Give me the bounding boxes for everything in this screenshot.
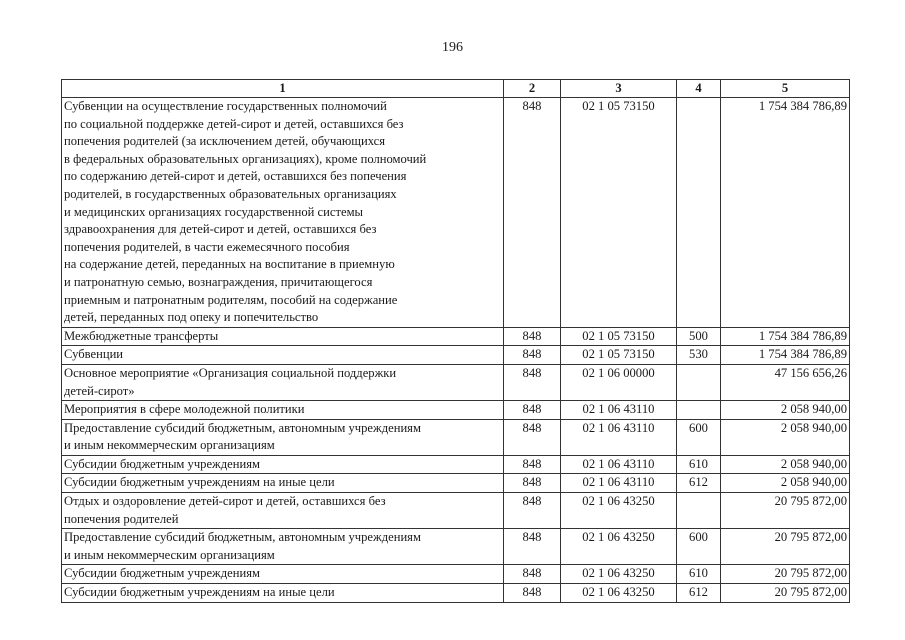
table-header — [62, 80, 850, 98]
row-amount: 20 795 872,00 — [721, 529, 850, 565]
row-description — [62, 419, 504, 455]
row-description — [62, 493, 504, 529]
description-line: по содержанию детей-сирот и детей, оставшихся без попечения — [64, 169, 407, 184]
row-description — [62, 474, 504, 493]
row-ministry-code: 848 — [504, 364, 561, 400]
row-expense-kind: 600 — [677, 529, 721, 565]
description-line: Субвенции — [64, 347, 124, 362]
description-line: Отдых и оздоровление детей-сирот и детей, оставшихся без — [64, 494, 386, 509]
description-line: и патронатную семью, вознаграждения, причитающегося — [64, 274, 373, 289]
description-line: и иным некоммерческим организациям — [64, 438, 275, 453]
row-target-article: 02 1 06 43250 — [561, 493, 677, 529]
row-description — [62, 98, 504, 328]
row-expense-kind: 612 — [677, 474, 721, 493]
row-expense-kind — [677, 493, 721, 529]
row-ministry-code: 848 — [504, 98, 561, 328]
row-amount: 2 058 940,00 — [721, 474, 850, 493]
description-line: по социальной поддержке детей-сирот и детей, оставшихся без — [64, 116, 404, 131]
table-row — [62, 98, 850, 328]
description-line: и иным некоммерческим организациям — [64, 547, 275, 562]
row-ministry-code: 848 — [504, 346, 561, 365]
row-ministry-code: 848 — [504, 493, 561, 529]
row-target-article: 02 1 06 43110 — [561, 419, 677, 455]
row-expense-kind — [677, 401, 721, 420]
description-line: Субсидии бюджетным учреждениям на иные цели — [64, 585, 335, 600]
description-line: и медицинских организациях государственной системы — [64, 204, 363, 219]
description-line: родителей, в государственных образовательных организациях — [64, 186, 397, 201]
budget-table — [61, 79, 850, 603]
row-target-article: 02 1 06 00000 — [561, 364, 677, 400]
header-col-5: 5 — [721, 80, 850, 98]
row-target-article: 02 1 05 73150 — [561, 327, 677, 346]
table-row — [62, 419, 850, 455]
description-line: попечения родителей, в части ежемесячного пособия — [64, 239, 350, 254]
row-description — [62, 364, 504, 400]
row-ministry-code: 848 — [504, 401, 561, 420]
row-amount: 2 058 940,00 — [721, 401, 850, 420]
row-ministry-code: 848 — [504, 584, 561, 603]
description-line: Субсидии бюджетным учреждениям — [64, 566, 260, 581]
description-line: Предоставление субсидий бюджетным, автономным учреждениям — [64, 420, 421, 435]
row-ministry-code: 848 — [504, 565, 561, 584]
row-description — [62, 529, 504, 565]
description-line: попечения родителей — [64, 511, 179, 526]
row-amount: 20 795 872,00 — [721, 565, 850, 584]
header-col-1: 1 — [62, 80, 504, 98]
table-row — [62, 401, 850, 420]
row-amount: 1 754 384 786,89 — [721, 98, 850, 328]
row-description — [62, 565, 504, 584]
row-target-article: 02 1 06 43110 — [561, 401, 677, 420]
description-line: приемным и патронатным родителям, пособий на содержание — [64, 292, 398, 307]
row-ministry-code: 848 — [504, 327, 561, 346]
row-ministry-code: 848 — [504, 455, 561, 474]
table-row — [62, 364, 850, 400]
header-col-3: 3 — [561, 80, 677, 98]
table-row — [62, 584, 850, 603]
row-target-article: 02 1 06 43250 — [561, 565, 677, 584]
row-ministry-code: 848 — [504, 474, 561, 493]
row-expense-kind: 612 — [677, 584, 721, 603]
page-number: 196 — [442, 40, 463, 55]
header-row — [62, 80, 850, 98]
description-line: на содержание детей, переданных на воспитание в приемную — [64, 257, 395, 272]
description-line: Межбюджетные трансферты — [64, 328, 219, 343]
row-description — [62, 327, 504, 346]
row-ministry-code: 848 — [504, 529, 561, 565]
table-row — [62, 327, 850, 346]
row-amount: 2 058 940,00 — [721, 455, 850, 474]
row-expense-kind: 610 — [677, 455, 721, 474]
header-col-2: 2 — [504, 80, 561, 98]
table-row — [62, 565, 850, 584]
row-expense-kind — [677, 98, 721, 328]
row-description — [62, 584, 504, 603]
description-line: Предоставление субсидий бюджетным, автономным учреждениям — [64, 530, 421, 545]
row-amount: 1 754 384 786,89 — [721, 327, 850, 346]
description-line: детей-сирот» — [64, 383, 135, 398]
row-description — [62, 346, 504, 365]
table-row — [62, 346, 850, 365]
table-row — [62, 493, 850, 529]
description-line: здравоохранения для детей-сирот и детей, оставшихся без — [64, 222, 377, 237]
row-target-article: 02 1 05 73150 — [561, 346, 677, 365]
row-target-article: 02 1 06 43250 — [561, 529, 677, 565]
row-expense-kind: 600 — [677, 419, 721, 455]
row-target-article: 02 1 06 43250 — [561, 584, 677, 603]
table-body — [62, 98, 850, 603]
row-description — [62, 455, 504, 474]
description-line: попечения родителей (за исключением детей, обучающихся — [64, 134, 386, 149]
row-expense-kind — [677, 364, 721, 400]
table-row — [62, 474, 850, 493]
header-col-4: 4 — [677, 80, 721, 98]
row-target-article: 02 1 06 43110 — [561, 474, 677, 493]
row-amount: 1 754 384 786,89 — [721, 346, 850, 365]
description-line: Основное мероприятие «Организация социальной поддержки — [64, 365, 397, 380]
row-amount: 20 795 872,00 — [721, 493, 850, 529]
row-expense-kind: 610 — [677, 565, 721, 584]
description-line: в федеральных образовательных организациях), кроме полномочий — [64, 151, 427, 166]
row-ministry-code: 848 — [504, 419, 561, 455]
row-target-article: 02 1 06 43110 — [561, 455, 677, 474]
row-amount: 20 795 872,00 — [721, 584, 850, 603]
row-target-article: 02 1 05 73150 — [561, 98, 677, 328]
description-line: Субсидии бюджетным учреждениям на иные цели — [64, 475, 335, 490]
row-description — [62, 401, 504, 420]
description-line: детей, переданных под опеку и попечительство — [64, 310, 319, 325]
row-expense-kind: 500 — [677, 327, 721, 346]
row-expense-kind: 530 — [677, 346, 721, 365]
table-row — [62, 529, 850, 565]
description-line: Субсидии бюджетным учреждениям — [64, 456, 260, 471]
row-amount: 2 058 940,00 — [721, 419, 850, 455]
description-line: Субвенции на осуществление государственных полномочий — [64, 99, 387, 113]
table-row — [62, 455, 850, 474]
description-line: Мероприятия в сфере молодежной политики — [64, 402, 305, 417]
row-amount: 47 156 656,26 — [721, 364, 850, 400]
